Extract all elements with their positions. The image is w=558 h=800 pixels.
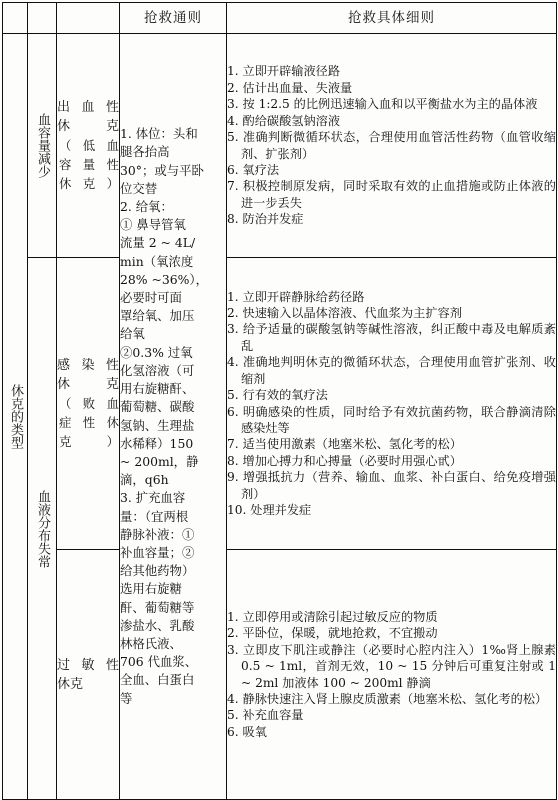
general-rule-line: 28% ~36%），: [120, 271, 208, 287]
shock-types-cell: [3, 34, 28, 800]
general-rule-line: 等: [120, 690, 133, 706]
category-name: 休克: [57, 676, 84, 692]
category-note: 容量性: [59, 157, 119, 172]
detail-item: 1. 立即停用或清除引起过敏反应的物质: [227, 609, 438, 624]
general-rule-line: 腿各抬高: [120, 144, 170, 160]
detail-item: 3. 按 1:2.5 的比例迅速输入血和以平衡盐水为主的晶体液: [227, 97, 538, 112]
detail-item: 6. 氧疗法: [227, 162, 280, 177]
general-rule-line: 补血容量；②: [120, 544, 195, 560]
detail-item: 6. 吸氧: [227, 724, 267, 739]
category-name: 休 克: [57, 119, 119, 134]
general-rule-line: 静脉补液：①: [120, 526, 195, 542]
category-note: 症性休: [59, 415, 119, 430]
category-name: 感染性: [57, 358, 119, 373]
category-name: 休 克: [57, 377, 119, 392]
general-rule-line: 给氧: [120, 326, 145, 342]
general-rule-line: 流量 2 ~ 4L/: [120, 235, 196, 251]
general-rule-line: 葡萄糖、碳酸: [120, 399, 195, 415]
detail-item: 3. 立即皮下肌注或静注（必要时心腔内注入）1‰肾上腺素 0.5 ~ 1ml，首剂无效，10 ~ 15 分钟后可重复注射或 1 ~ 2ml 加液体 100 ~ 200ml 静滴: [227, 642, 556, 690]
general-rule-line: ~ 200ml，静: [120, 453, 199, 469]
general-rules-cell: [120, 34, 227, 800]
detail-item: 8. 增加心搏力和心搏量（必要时用强心甙）: [227, 453, 462, 468]
anaphylactic-detail-list: [227, 609, 556, 740]
table-header-row: [3, 3, 557, 34]
detail-item: 10. 处理并发症: [227, 502, 312, 517]
septic-category-cell: [57, 258, 120, 550]
detail-item: 1. 立即开辟输液径路: [227, 64, 341, 79]
detail-item: 6. 明确感染的性质，同时给予有效抗菌药物，联合静滴清除感染灶等: [227, 404, 556, 435]
general-rule-line: 量：（宜两根: [120, 508, 189, 524]
shock-types-label: 休克的类型: [8, 384, 23, 449]
detail-item: 7. 适当使用激素（地塞米松、氢化考的松）: [227, 437, 462, 452]
general-rule-line: 用右旋糖酐、: [120, 381, 195, 397]
detail-item: 2. 平卧位，保暖，就地抢救，不宜搬动: [227, 626, 438, 641]
category-note: 克）: [59, 434, 119, 449]
category-name: 出血性: [57, 100, 119, 115]
detail-item: 5. 行有效的氧疗法: [227, 388, 328, 403]
hemorrhagic-category-cell: [57, 34, 120, 258]
general-rule-line: 2. 给氧：: [120, 199, 173, 215]
detail-item: 4. 酌给碳酸氢钠溶液: [227, 113, 341, 128]
hemorrhagic-detail-list: [227, 63, 556, 227]
blank-header-cell: [3, 3, 28, 34]
general-rule-line: 3. 扩充血容: [120, 490, 186, 506]
general-rule-line: 滴，q6h: [120, 472, 169, 488]
blank-header-cell: [28, 3, 57, 34]
table-row-hemorrhagic: [3, 34, 557, 258]
general-rule-line: 必要时可面: [120, 290, 182, 306]
detail-item: 3. 给予适量的碳酸氢钠等碱性溶液，纠正酸中毒及电解质紊乱: [227, 322, 556, 353]
hypovolemic-group-cell: [28, 34, 57, 258]
detail-item: 9. 增强抵抗力（营养、输血、血浆、补白蛋白、给免疫增强剂）: [227, 470, 556, 501]
general-rule-line: 给其他药物）: [120, 563, 195, 579]
distributive-group-label: 血液分布失常: [35, 489, 50, 568]
table-row-septic: [3, 258, 557, 550]
general-rule-line: 选用右旋糖: [120, 581, 182, 597]
general-rule-line: ②0.3% 过氧: [120, 344, 193, 360]
general-rule-line: 水稀释）150: [120, 435, 194, 451]
general-rule-line: min（氧浓度: [120, 253, 194, 269]
distributive-group-cell: [28, 258, 57, 800]
detail-rules-header: 抢救具体细则: [227, 3, 557, 34]
general-rule-line: ① 鼻导管氧: [120, 217, 186, 233]
general-rules-header: 抢救通则: [120, 3, 227, 34]
general-rule-line: 酐、葡萄糖等: [120, 599, 195, 615]
table-row-anaphylactic: [3, 550, 557, 800]
shock-rescue-table: [2, 2, 557, 800]
category-note: （低血: [59, 138, 119, 153]
detail-item: 2. 估计出血量、失液量: [227, 80, 353, 95]
anaphylactic-category-cell: [57, 550, 120, 800]
general-rule-line: 化氢溶液（可: [120, 362, 195, 378]
general-rule-line: 位交替: [120, 180, 158, 196]
septic-detail-list: [227, 289, 556, 519]
general-rule-line: 706 代血浆、: [120, 654, 198, 670]
detail-item: 4. 静脉快速注入肾上腺皮质激素（地塞米松、氢化考的松）: [227, 691, 548, 706]
detail-item: 2. 快速输入以晶体溶液、代血浆为主扩容剂: [227, 306, 462, 321]
detail-item: 1. 立即开辟静脉给药径路: [227, 289, 365, 304]
general-rule-line: 氢钠、生理盐: [120, 417, 195, 433]
general-rule-line: 30°；或与平卧: [120, 162, 204, 178]
detail-item: 4. 准确地判明休克的微循环状态，合理使用血管扩张剂、收缩剂: [227, 355, 556, 386]
blank-header-cell: [57, 3, 120, 34]
general-rule-line: 渗盐水、乳酸: [120, 617, 195, 633]
general-rule-line: 1. 体位：头和: [120, 126, 198, 142]
septic-detail-cell: [227, 258, 557, 550]
category-name: 过敏性: [57, 657, 119, 673]
detail-item: 5. 补充血容量: [227, 708, 304, 723]
category-note: 休克）: [59, 176, 119, 191]
general-rule-line: 全血、白蛋白: [120, 672, 195, 688]
general-rule-line: 罩给氧、加压: [120, 308, 195, 324]
anaphylactic-detail-cell: [227, 550, 557, 800]
hemorrhagic-detail-cell: [227, 34, 557, 258]
hypovolemic-group-label: 血容量减少: [35, 113, 50, 178]
detail-item: 5. 准确判断微循环状态，合理使用血管活性药物（血管收缩剂、扩张剂）: [227, 130, 556, 161]
general-rules-text: [120, 125, 226, 708]
general-rule-line: 林格氏液、: [120, 635, 182, 651]
category-note: （败血: [59, 396, 119, 411]
detail-item: 8. 防治并发症: [227, 212, 304, 227]
detail-item: 7. 积极控制原发病，同时采取有效的止血措施或防止体液的进一步丢失: [227, 179, 556, 210]
